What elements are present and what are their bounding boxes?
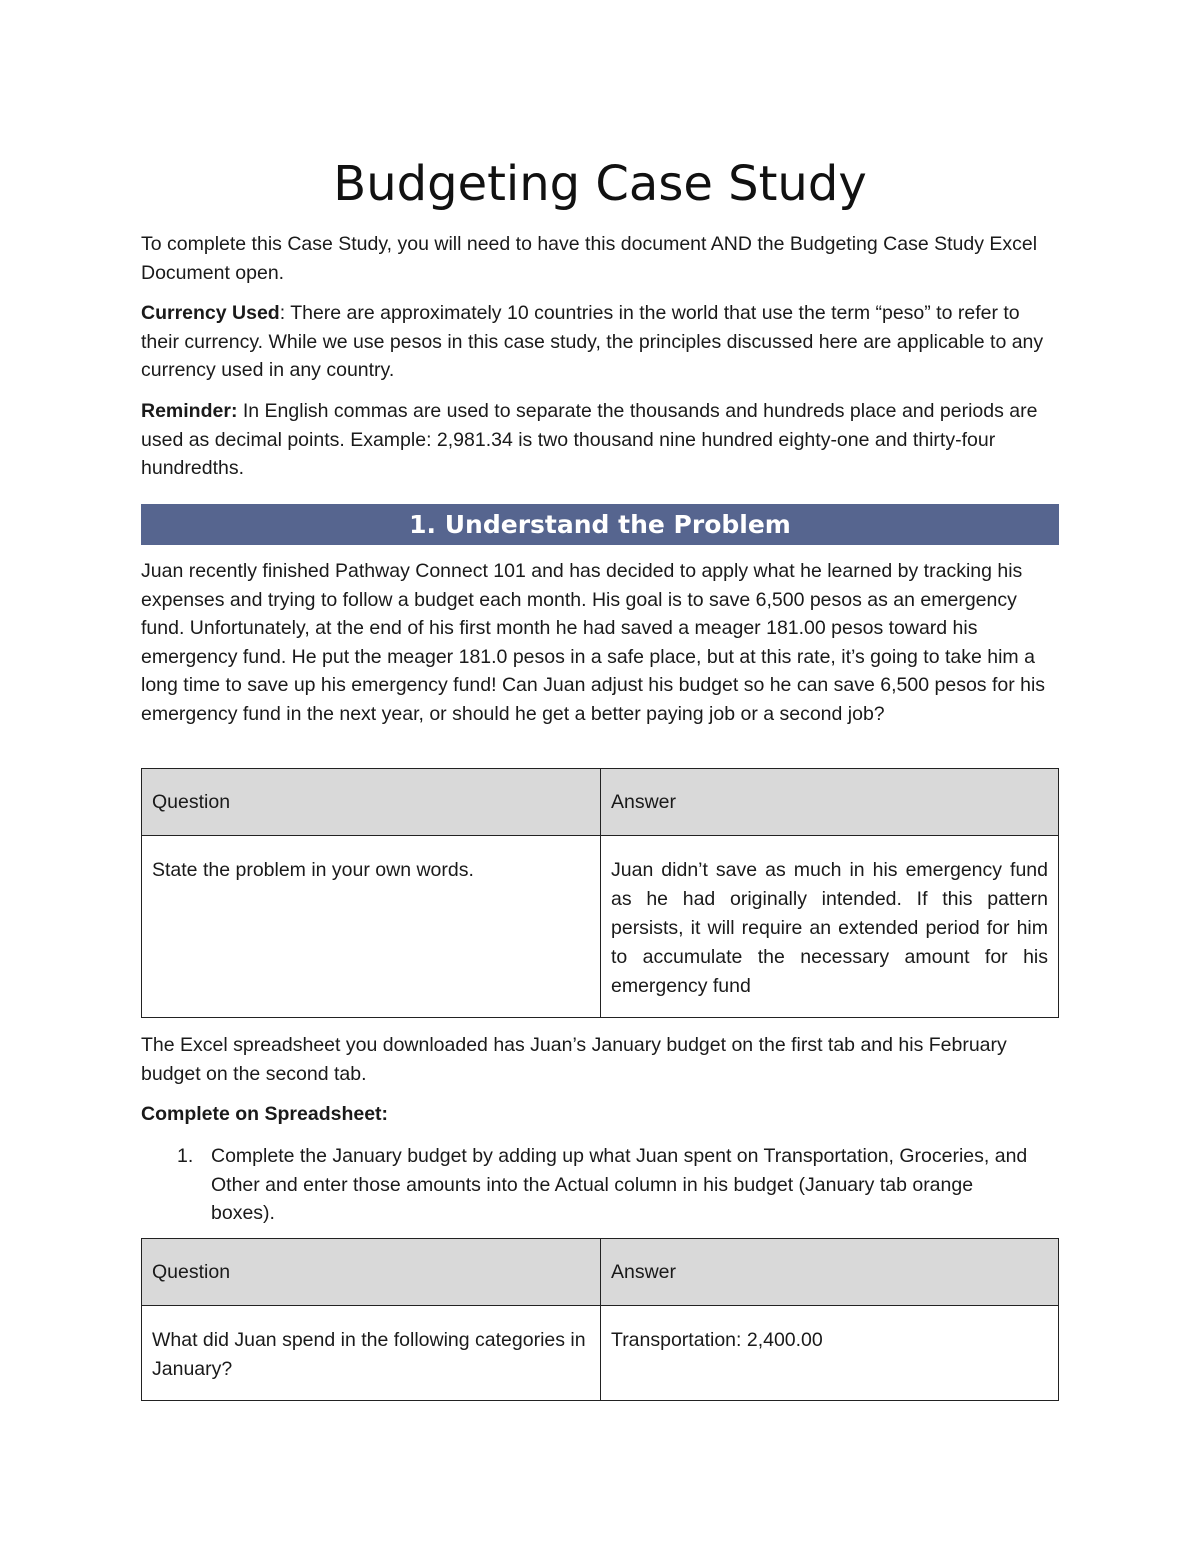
section-heading-understand-problem: 1. Understand the Problem [141, 504, 1059, 545]
answer-cell[interactable]: Juan didn’t save as much in his emergency fund as he had originally intended. If this pattern persists, it will require an extended period for him to accumulate the necessary amount for his emergency fund [601, 836, 1059, 1018]
excel-note-paragraph: The Excel spreadsheet you downloaded has Juan’s January budget on the first tab and his February budget on the second tab. [141, 1034, 1007, 1085]
table-header-row [142, 1239, 1059, 1306]
reminder-label: Reminder: [141, 400, 238, 422]
question-header: Question [142, 1239, 601, 1306]
answer-header: Answer [601, 769, 1059, 836]
reminder-paragraph [141, 397, 1059, 483]
table-row [142, 1306, 1059, 1401]
list-item-number: 1. [177, 1145, 194, 1167]
table-row [142, 836, 1059, 1018]
question-header: Question [142, 769, 601, 836]
question-cell: State the problem in your own words. [142, 836, 601, 1018]
currency-text: : There are approximately 10 countries in the world that use the term “peso” to refer to their currency. While we use pesos in this case study, the principles discussed here are applicable to any currency used in any country. [141, 302, 1044, 381]
question-cell: What did Juan spend in the following categories in January? [142, 1306, 601, 1401]
currency-label: Currency Used [141, 302, 280, 324]
problem-paragraph: Juan recently finished Pathway Connect 101 and has decided to apply what he learned by tracking his expenses and trying to follow a budget each month. His goal is to save 6,500 pesos as an emergency fund. Unfortunately, at the end of his first month he had saved a meager 181.00 pesos toward his emergency fund. He put the meager 181.0 pesos in a safe place, but at this rate, it’s going to take him a long time to save up his emergency fund! Can Juan adjust his budget so he can save 6,500 pesos for his emergency fund in the next year, or should he get a better paying job or a second job? [141, 560, 1046, 725]
january-spending-table [141, 1238, 1059, 1401]
answer-cell[interactable]: Transportation: 2,400.00 [601, 1306, 1059, 1401]
answer-header: Answer [601, 1239, 1059, 1306]
complete-heading: Complete on Spreadsheet: [141, 1103, 389, 1125]
problem-table [141, 768, 1059, 1018]
currency-paragraph [141, 299, 1059, 385]
table-header-row [142, 769, 1059, 836]
list-item-text: Complete the January budget by adding up what Juan spent on Transportation, Groceries, and Other and enter those amounts into the Actual column in his budget (January tab orange boxes). [211, 1145, 1028, 1224]
reminder-text: In English commas are used to separate the thousands and hundreds place and periods are used as decimal points. Example: 2,981.34 is two thousand nine hundred eighty-one and thirty-four hundredths. [141, 400, 1038, 479]
page-title: Budgeting Case Study [333, 156, 867, 212]
intro-paragraph: To complete this Case Study, you will need to have this document AND the Budgeting Case Study Excel Document open. [141, 233, 1038, 284]
